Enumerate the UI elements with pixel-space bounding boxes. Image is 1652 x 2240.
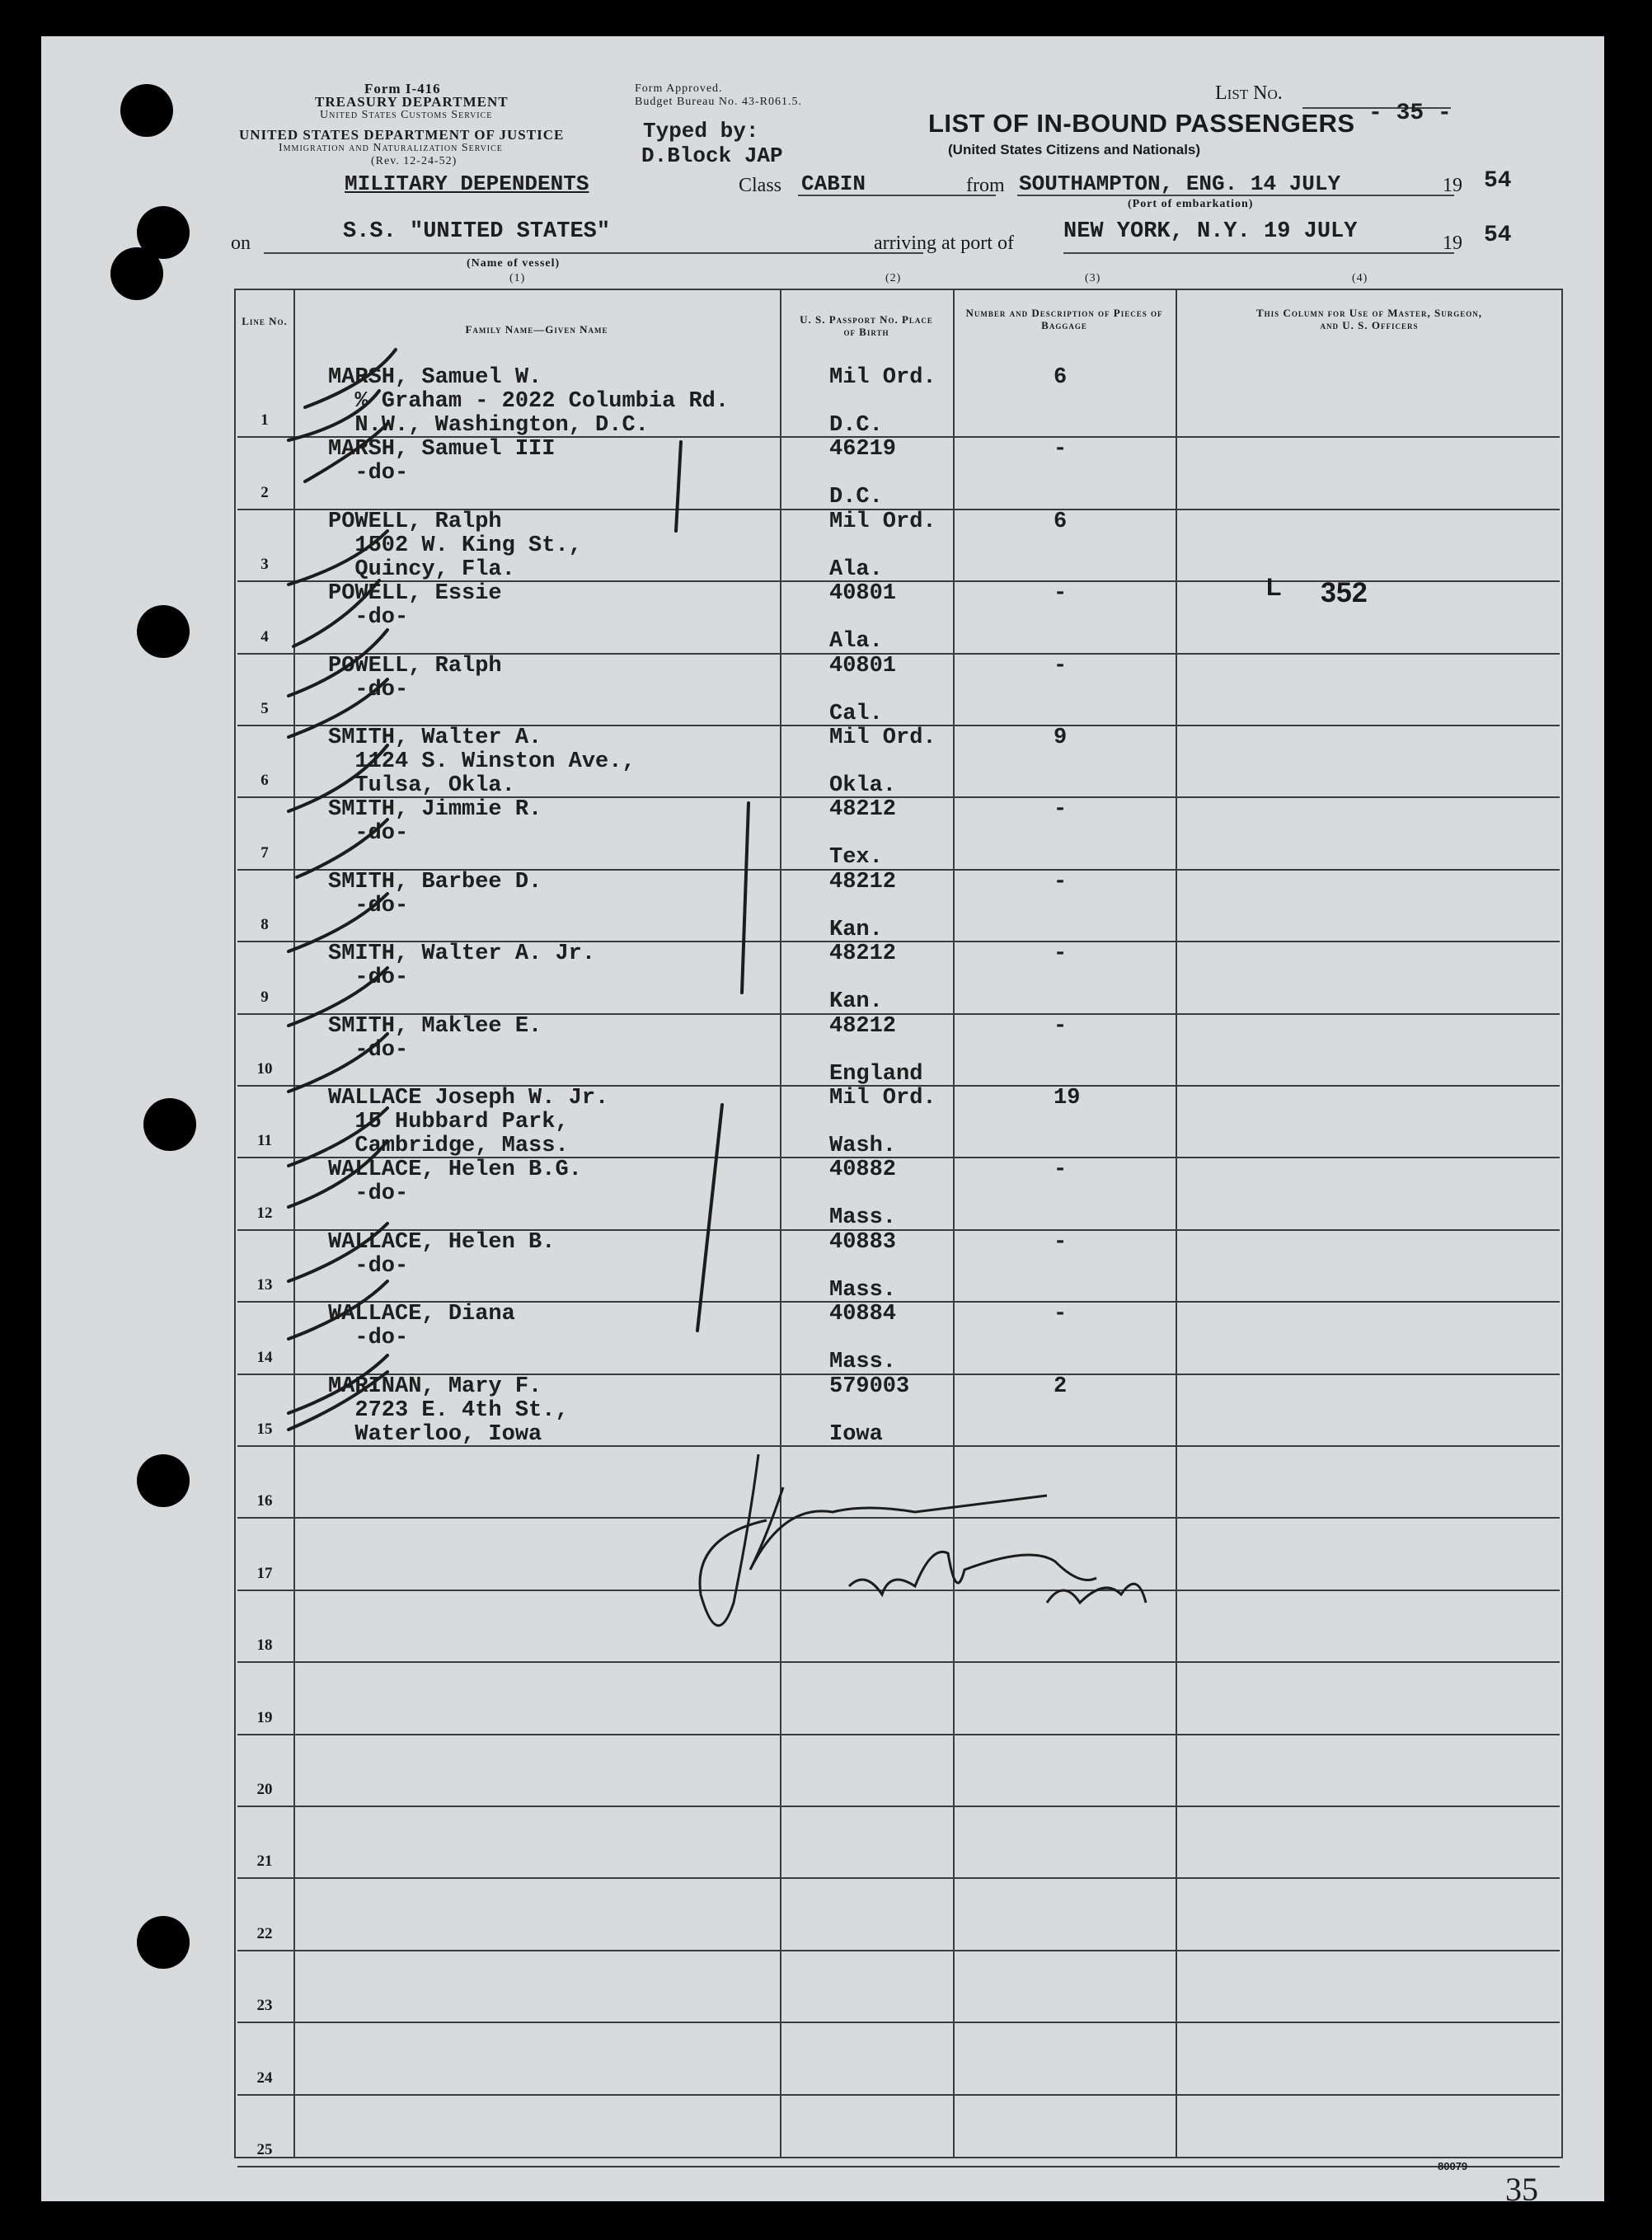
baggage-count: -	[1054, 1013, 1068, 1039]
passenger-name: POWELL, Essie -do-	[328, 581, 502, 631]
footer-code: 80079	[1438, 2160, 1468, 2172]
officer-mark: L	[1266, 574, 1282, 601]
row-divider	[237, 1590, 1560, 1591]
passport-number: Mil Ord.	[829, 1086, 936, 1111]
class-value: CABIN	[801, 171, 866, 196]
baggage-count: 6	[1054, 365, 1068, 390]
vessel-name: S.S. "UNITED STATES"	[343, 219, 611, 244]
arriving-label: arriving at port of	[874, 232, 1014, 254]
line-number: 5	[260, 700, 269, 717]
line-number: 6	[260, 772, 269, 790]
row-divider	[237, 1950, 1560, 1951]
form-sheet	[41, 36, 1604, 2201]
line-number: 9	[260, 988, 269, 1006]
list-title: LIST OF IN-BOUND PASSENGERS	[928, 109, 1355, 138]
passport-number: 48212	[829, 1013, 897, 1039]
row-divider	[237, 1734, 1560, 1735]
from-label: from	[966, 175, 1005, 196]
budget-bureau: Budget Bureau No. 43-R061.5.	[635, 96, 802, 108]
place-of-birth: D.C.	[829, 485, 883, 510]
punch-hole	[143, 1098, 196, 1151]
row-divider	[237, 1661, 1560, 1663]
vessel-caption: (Name of vessel)	[467, 257, 561, 270]
line-number: 22	[256, 1924, 273, 1942]
passenger-table	[234, 289, 1563, 2158]
passenger-name: WALLACE, Helen B. -do-	[328, 1229, 556, 1279]
place-of-birth: D.C.	[829, 413, 883, 438]
line-number: 3	[260, 556, 269, 574]
line-number: 17	[256, 1564, 273, 1582]
place-of-birth: Cal.	[829, 701, 883, 726]
place-of-birth: England	[829, 1061, 923, 1087]
place-of-birth: Kan.	[829, 917, 883, 942]
form-approved: Form Approved.	[635, 82, 723, 95]
baggage-count: -	[1054, 797, 1068, 823]
passenger-name: MARINAN, Mary F. 2723 E. 4th St., Waterloo, Iowa	[328, 1374, 569, 1447]
on-label: on	[231, 232, 251, 254]
justice-department: UNITED STATES DEPARTMENT OF JUSTICE	[239, 127, 565, 143]
place-of-birth: Ala.	[829, 556, 883, 582]
passport-number: 48212	[829, 869, 897, 895]
col-header-line-no: Line No.	[242, 315, 288, 327]
passenger-name: WALLACE Joseph W. Jr. 15 Hubbard Park, Cambridge, Mass.	[328, 1086, 609, 1158]
typed-by-label: Typed by:	[643, 119, 759, 143]
place-of-birth: Ala.	[829, 629, 883, 655]
line-number: 1	[260, 411, 269, 430]
passenger-name: MARSH, Samuel III -do-	[328, 437, 556, 486]
line-number: 12	[256, 1204, 273, 1222]
year-prefix-2: 19	[1443, 232, 1462, 254]
port-embark-caption: (Port of embarkation)	[1128, 198, 1254, 210]
form-number: Form I-416	[364, 81, 441, 96]
row-divider	[237, 1517, 1560, 1519]
line-number: 13	[256, 1276, 273, 1294]
baggage-count: -	[1054, 942, 1068, 967]
line-number: 10	[256, 1060, 273, 1078]
line-number: 7	[260, 843, 269, 862]
list-no-value: - 35 -	[1368, 101, 1452, 126]
place-of-birth: Tex.	[829, 845, 883, 871]
class-label: Class	[739, 175, 782, 196]
passenger-name: MARSH, Samuel W. % Graham - 2022 Columbia Rd. N.W., Washington, D.C.	[328, 365, 730, 438]
passport-number: Mil Ord.	[829, 726, 936, 750]
col-num-4: (4)	[1352, 272, 1368, 284]
line-number: 20	[256, 1781, 273, 1798]
revision-date: (Rev. 12-24-52)	[371, 155, 458, 167]
typed-by-value: D.Block JAP	[641, 143, 783, 168]
arriving-value: NEW YORK, N.Y. 19 JULY	[1063, 219, 1358, 244]
passport-number: 40801	[829, 581, 897, 607]
officer-annotation: 352	[1321, 577, 1368, 608]
passenger-name: SMITH, Maklee E. -do-	[328, 1013, 542, 1063]
punch-hole	[110, 247, 163, 300]
line-number: 16	[256, 1492, 273, 1510]
punch-hole	[137, 605, 190, 658]
place-of-birth: Mass.	[829, 1205, 897, 1231]
col-header-passport: U. S. Passport No. Place of Birth	[800, 313, 933, 338]
passenger-name: WALLACE, Helen B.G. -do-	[328, 1158, 582, 1207]
passenger-name: POWELL, Ralph -do-	[328, 653, 502, 702]
passport-number: Mil Ord.	[829, 509, 936, 534]
baggage-count: 9	[1054, 726, 1068, 750]
passenger-name: SMITH, Jimmie R. -do-	[328, 797, 542, 847]
passenger-name: POWELL, Ralph 1502 W. King St., Quincy, Fla.	[328, 509, 582, 582]
customs-service: United States Customs Service	[320, 109, 493, 121]
place-of-birth: Kan.	[829, 989, 883, 1015]
col-header-baggage: Number and Description of Pieces of Baggage	[965, 307, 1163, 331]
baggage-count: -	[1054, 1229, 1068, 1255]
passport-number: 46219	[829, 437, 897, 463]
line-number: 2	[260, 483, 269, 501]
list-no-label: List No.	[1215, 82, 1283, 104]
col-header-name: Family Name—Given Name	[465, 323, 608, 336]
place-of-birth: Mass.	[829, 1277, 897, 1303]
ins-service: Immigration and Naturalization Service	[279, 142, 503, 154]
baggage-count: -	[1054, 1158, 1068, 1183]
page-mark: 35	[1505, 2171, 1538, 2201]
punch-hole	[137, 1916, 190, 1969]
baggage-count: 6	[1054, 509, 1068, 534]
line-number: 8	[260, 916, 269, 934]
passenger-name: SMITH, Barbee D. -do-	[328, 869, 542, 918]
line-number: 21	[256, 1853, 273, 1871]
punch-hole	[137, 1454, 190, 1507]
place-of-birth: Mass.	[829, 1350, 897, 1375]
passport-number: 40884	[829, 1302, 897, 1327]
category-value: MILITARY DEPENDENTS	[345, 171, 589, 196]
from-value: SOUTHAMPTON, ENG. 14 JULY	[1019, 171, 1341, 196]
passport-number: 40801	[829, 653, 897, 679]
line-number: 18	[256, 1637, 273, 1655]
line-number: 15	[256, 1421, 273, 1438]
place-of-birth: Okla.	[829, 773, 897, 798]
passport-number: 40882	[829, 1158, 897, 1183]
line-number: 24	[256, 2069, 273, 2087]
line-number: 14	[256, 1348, 273, 1366]
baggage-count: 19	[1054, 1086, 1081, 1111]
baggage-count: -	[1054, 869, 1068, 895]
passport-number: 48212	[829, 942, 897, 967]
passport-number: 40883	[829, 1229, 897, 1255]
year-arrive: 54	[1484, 223, 1512, 248]
baggage-count: -	[1054, 1302, 1068, 1327]
place-of-birth: Iowa	[829, 1421, 883, 1447]
punch-hole	[120, 84, 173, 137]
passport-number: 48212	[829, 797, 897, 823]
row-divider	[237, 1806, 1560, 1807]
row-divider	[237, 2094, 1560, 2096]
baggage-count: 2	[1054, 1374, 1068, 1399]
line-number: 19	[256, 1708, 273, 1726]
passenger-name: SMITH, Walter A. 1124 S. Winston Ave., Tulsa, Okla.	[328, 726, 636, 798]
col-num-3: (3)	[1085, 272, 1101, 284]
passenger-name: WALLACE, Diana -do-	[328, 1302, 515, 1351]
baggage-count: -	[1054, 437, 1068, 463]
passenger-name: SMITH, Walter A. Jr. -do-	[328, 942, 596, 991]
col-header-officers: This Column for Use of Master, Surgeon, and U. S. Officers	[1256, 307, 1482, 331]
row-divider	[237, 1877, 1560, 1879]
year-from: 54	[1484, 168, 1512, 194]
passport-number: Mil Ord.	[829, 365, 936, 390]
list-subtitle: (United States Citizens and Nationals)	[948, 142, 1201, 157]
line-number: 4	[260, 627, 269, 646]
passport-number: 579003	[829, 1374, 910, 1399]
year-prefix: 19	[1443, 175, 1462, 196]
line-number: 11	[257, 1132, 272, 1150]
place-of-birth: Wash.	[829, 1134, 897, 1158]
baggage-count: -	[1054, 581, 1068, 607]
line-number: 25	[256, 2141, 273, 2158]
treasury-department: TREASURY DEPARTMENT	[315, 94, 509, 110]
baggage-count: -	[1054, 653, 1068, 679]
col-num-1: (1)	[509, 272, 526, 284]
line-number: 23	[256, 1997, 273, 2015]
row-divider	[237, 2166, 1560, 2167]
row-divider	[237, 2022, 1560, 2023]
col-num-2: (2)	[885, 272, 902, 284]
